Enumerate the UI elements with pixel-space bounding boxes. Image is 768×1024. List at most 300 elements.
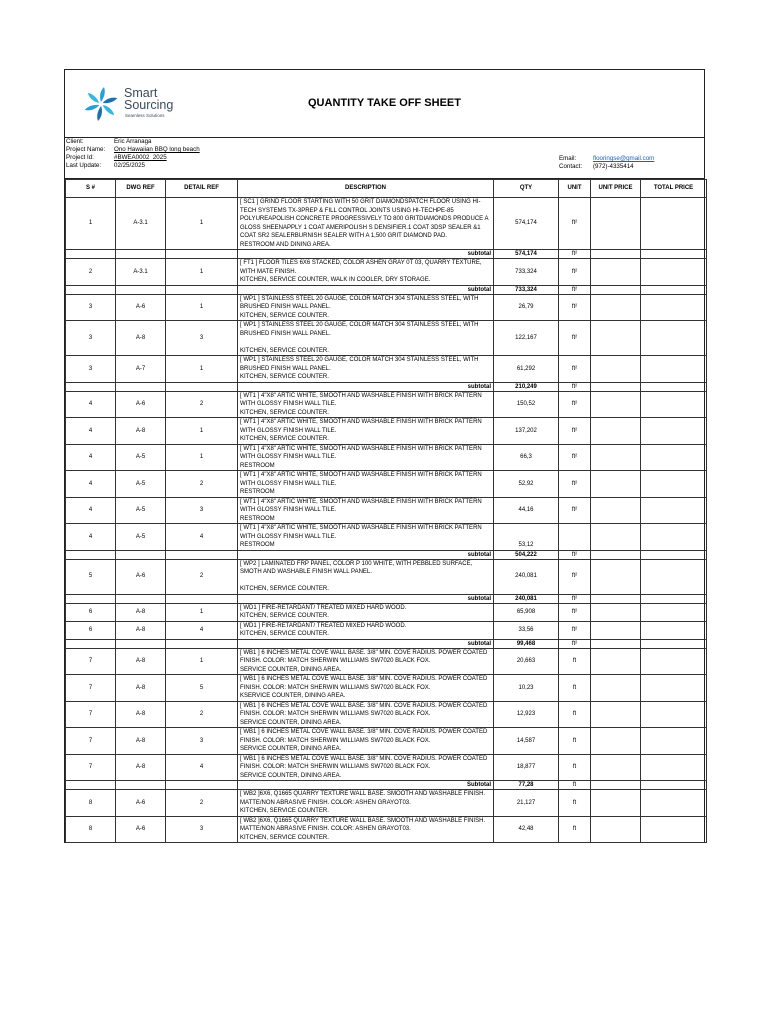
col-header-unit-price: UNIT PRICE xyxy=(591,180,641,198)
description-line: RESTROOM AND DINING AREA. xyxy=(240,241,331,248)
project-name-value: Ono Hawaiian BBQ long beach xyxy=(114,146,200,153)
cell-description xyxy=(238,418,494,445)
subtotal-label: Subtotal xyxy=(238,781,494,790)
cell-dwg-ref: A-8 xyxy=(116,321,166,356)
cell-dwg-ref: A-8 xyxy=(116,648,166,675)
cell-unit-price xyxy=(591,497,641,524)
sheet-header xyxy=(65,70,704,138)
cell-dwg-ref: A-5 xyxy=(116,524,166,551)
cell-unit: ft² xyxy=(559,356,591,383)
cell-description xyxy=(238,603,494,621)
cell-s-number: 3 xyxy=(66,356,116,383)
cell-unit-price xyxy=(591,816,641,843)
cell-detail-ref: 4 xyxy=(166,621,238,639)
subtotal-label: subtotal xyxy=(238,639,494,648)
subtotal-qty: 733,324 xyxy=(494,285,559,294)
email-label: Email: xyxy=(559,155,577,162)
cell-dwg-ref: A-6 xyxy=(116,559,166,594)
cell-dwg-ref: A-8 xyxy=(116,728,166,755)
cell-s-number: 7 xyxy=(66,754,116,781)
cell-unit-price xyxy=(591,781,641,790)
cell-total-price xyxy=(641,418,707,445)
cell-description xyxy=(238,471,494,498)
cell-detail-ref: 5 xyxy=(166,675,238,702)
table-row xyxy=(66,497,707,524)
subtotal-label: subtotal xyxy=(238,594,494,603)
col-header-s: S # xyxy=(66,180,116,198)
cell-dwg-ref: A-8 xyxy=(116,603,166,621)
description-line: [ WB2 ]6X6, Q1665 QUARRY TEXTURE WALL BASE. SMOOTH AND WASHABLE FINISH. xyxy=(240,817,486,824)
cell-total-price xyxy=(641,754,707,781)
description-line: GLOSS SHEENAPPLY 1 COAT AMERIPOLISH S DENSIFIER.1 COAT 3DSP SEALER &1 xyxy=(240,224,481,231)
cell-description xyxy=(238,648,494,675)
cell-total-price xyxy=(641,382,707,391)
cell-qty: 42,48 xyxy=(494,816,559,843)
table-row xyxy=(66,321,707,356)
cell-detail-ref: 2 xyxy=(166,701,238,728)
cell-unit-price xyxy=(591,418,641,445)
cell-detail-ref: 1 xyxy=(166,648,238,675)
cell-unit: ft xyxy=(559,728,591,755)
subtotal-row xyxy=(66,781,707,790)
quantity-takeoff-sheet xyxy=(64,69,705,843)
cell-unit-price xyxy=(591,250,641,259)
table-row xyxy=(66,559,707,594)
description-line: [ WB1 ] 6 INCHES METAL COVE WALL BASE. 3/8" MIN. COVE RADIUS. POWER COATED xyxy=(240,649,488,656)
cell-unit: ft² xyxy=(559,471,591,498)
description-line: KITCHEN, SERVICE COUNTER. xyxy=(240,808,329,814)
table-row xyxy=(66,524,707,551)
cell-detail-ref: 1 xyxy=(166,294,238,321)
cell-description xyxy=(238,391,494,418)
table-row xyxy=(66,816,707,843)
cell-detail-ref: 1 xyxy=(166,198,238,250)
cell-unit-price xyxy=(591,524,641,551)
cell-qty: 10,23 xyxy=(494,675,559,702)
cell-unit-price xyxy=(591,639,641,648)
cell-dwg-ref xyxy=(116,550,166,559)
description-line: WITH GLOSSY FINISH WALL TILE. xyxy=(240,533,337,540)
cell-qty: 20,663 xyxy=(494,648,559,675)
description-line: MATTE/NON ABRASIVE FINISH. COLOR: ASHEN GRAYOT03. xyxy=(240,826,411,832)
subtotal-row xyxy=(66,594,707,603)
cell-unit: ft xyxy=(559,701,591,728)
subtotal-row xyxy=(66,285,707,294)
client-value: Eric Arranaga xyxy=(114,138,152,145)
cell-dwg-ref: A-8 xyxy=(116,754,166,781)
cell-dwg-ref: A-3.1 xyxy=(116,198,166,250)
subtotal-unit: ft² xyxy=(559,250,591,259)
cell-detail-ref xyxy=(166,250,238,259)
cell-total-price xyxy=(641,444,707,471)
table-row xyxy=(66,621,707,639)
cell-total-price xyxy=(641,550,707,559)
cell-s-number: 4 xyxy=(66,471,116,498)
cell-detail-ref: 1 xyxy=(166,356,238,383)
cell-qty: 66,3 xyxy=(494,444,559,471)
cell-description xyxy=(238,675,494,702)
cell-description xyxy=(238,444,494,471)
cell-detail-ref: 4 xyxy=(166,754,238,781)
cell-detail-ref: 3 xyxy=(166,728,238,755)
cell-s-number: 4 xyxy=(66,391,116,418)
description-line: [ SC1 ] GRIND FLOOR STARTING WITH 50 GRIT DIAMONDSPATCH FLOOR USING HI- xyxy=(240,199,481,205)
cell-s-number: 6 xyxy=(66,603,116,621)
cell-s-number xyxy=(66,594,116,603)
cell-total-price xyxy=(641,594,707,603)
cell-s-number: 8 xyxy=(66,816,116,843)
description-line: [ WB1 ] 6 INCHES METAL COVE WALL BASE. 3/8" MIN. COVE RADIUS. POWER COATED xyxy=(240,755,488,762)
description-line: KITCHEN, SERVICE COUNTER. xyxy=(240,586,329,592)
cell-dwg-ref: A-6 xyxy=(116,391,166,418)
description-line: [ WB2 ]6X6, Q1665 QUARRY TEXTURE WALL BASE. SMOOTH AND WASHABLE FINISH. xyxy=(240,791,486,797)
description-line: [ WD1 ] FIRE-RETARDANT/ TREATED MIXED HARD WOOD. xyxy=(240,604,407,611)
subtotal-qty: 77,28 xyxy=(494,781,559,790)
cell-unit: ft² xyxy=(559,391,591,418)
cell-dwg-ref: A-6 xyxy=(116,790,166,817)
cell-dwg-ref: A-6 xyxy=(116,294,166,321)
description-line: WITH GLOSSY FINISH WALL TILE. xyxy=(240,401,337,407)
cell-unit-price xyxy=(591,594,641,603)
subtotal-unit: ft xyxy=(559,781,591,790)
description-line: WITH GLOSSY FINISH WALL TILE. xyxy=(240,454,337,460)
cell-dwg-ref: A-5 xyxy=(116,497,166,524)
cell-total-price xyxy=(641,781,707,790)
cell-unit: ft² xyxy=(559,621,591,639)
table-row xyxy=(66,259,707,286)
cell-total-price xyxy=(641,497,707,524)
contact-label: Contact: xyxy=(559,163,583,170)
subtotal-qty: 99,468 xyxy=(494,639,559,648)
cell-dwg-ref xyxy=(116,594,166,603)
cell-qty: 240,081 xyxy=(494,559,559,594)
table-row xyxy=(66,444,707,471)
subtotal-label: subtotal xyxy=(238,382,494,391)
cell-description xyxy=(238,701,494,728)
subtotal-qty: 210,249 xyxy=(494,382,559,391)
table-row xyxy=(66,790,707,817)
description-line: BRUSHED FINISH WALL PANEL. xyxy=(240,304,331,310)
subtotal-unit: ft² xyxy=(559,550,591,559)
cell-description xyxy=(238,816,494,843)
email-link[interactable]: flooringse@gmail.com xyxy=(593,155,655,162)
subtotal-row xyxy=(66,382,707,391)
cell-s-number: 3 xyxy=(66,294,116,321)
cell-s-number: 1 xyxy=(66,198,116,250)
cell-dwg-ref: A-8 xyxy=(116,621,166,639)
description-line: KITCHEN, SERVICE COUNTER. xyxy=(240,631,329,637)
description-line: FINISH. COLOR: MATCH SHERWIN WILLIAMS SW7020 BLACK FOX. xyxy=(240,658,431,664)
description-line: [ WP1 ] STAINLESS STEEL 20 GAUGE, COLOR MATCH 304 STAINLESS STEEL, WITH xyxy=(240,295,479,302)
cell-unit-price xyxy=(591,321,641,356)
cell-qty: 44,16 xyxy=(494,497,559,524)
description-line: FINISH. COLOR: MATCH SHERWIN WILLIAMS SW7020 BLACK FOX. xyxy=(240,684,431,691)
cell-unit-price xyxy=(591,790,641,817)
cell-unit: ft xyxy=(559,648,591,675)
cell-unit: ft² xyxy=(559,294,591,321)
cell-dwg-ref: A-6 xyxy=(116,816,166,843)
cell-unit-price xyxy=(591,550,641,559)
table-row xyxy=(66,294,707,321)
cell-unit-price xyxy=(591,444,641,471)
cell-detail-ref: 1 xyxy=(166,418,238,445)
cell-unit-price xyxy=(591,294,641,321)
cell-qty: 26,79 xyxy=(494,294,559,321)
subtotal-row xyxy=(66,639,707,648)
cell-unit: ft xyxy=(559,754,591,781)
description-line: KITCHEN, SERVICE COUNTER. xyxy=(240,436,329,442)
col-header-qty: QTY xyxy=(494,180,559,198)
cell-dwg-ref: A-3.1 xyxy=(116,259,166,286)
description-line: [ WT1 ] 4"X8" ARTIC WHITE, SMOOTH AND WASHABLE FINISH WITH BRICK PATTERN xyxy=(240,445,482,452)
subtotal-qty: 504,222 xyxy=(494,550,559,559)
cell-unit: ft xyxy=(559,790,591,817)
description-line: KITCHEN, SERVICE COUNTER. xyxy=(240,613,329,619)
cell-s-number: 4 xyxy=(66,444,116,471)
cell-s-number: 7 xyxy=(66,728,116,755)
cell-qty: 150,52 xyxy=(494,391,559,418)
cell-detail-ref: 1 xyxy=(166,259,238,286)
cell-total-price xyxy=(641,198,707,250)
description-line: KITCHEN, SERVICE COUNTER. xyxy=(240,347,329,354)
description-line: FINISH. COLOR: MATCH SHERWIN WILLIAMS SW7020 BLACK FOX. xyxy=(240,737,431,744)
description-line: SERVICE COUNTER, DINING AREA. xyxy=(240,772,342,779)
cell-unit: ft² xyxy=(559,198,591,250)
cell-total-price xyxy=(641,675,707,702)
table-row xyxy=(66,356,707,383)
description-line: [ WD1 ] FIRE-RETARDANT/ TREATED MIXED HARD WOOD. xyxy=(240,622,407,629)
cell-qty: 65,908 xyxy=(494,603,559,621)
logo-text-line2: Sourcing xyxy=(124,98,174,112)
cell-unit: ft² xyxy=(559,418,591,445)
description-line: WITH GLOSSY FINISH WALL TILE. xyxy=(240,507,337,513)
cell-total-price xyxy=(641,391,707,418)
cell-unit-price xyxy=(591,285,641,294)
description-line: [ WP2 ] LAMINATED FRP PANEL, COLOR P 100 WHITE, WITH PEBBLED SURFACE, xyxy=(240,560,473,567)
cell-unit: ft² xyxy=(559,559,591,594)
cell-qty: 574,174 xyxy=(494,198,559,250)
cell-total-price xyxy=(641,471,707,498)
subtotal-unit: ft² xyxy=(559,285,591,294)
table-row xyxy=(66,728,707,755)
description-line xyxy=(240,577,492,586)
table-row xyxy=(66,648,707,675)
description-line: [ WB1 ] 6 INCHES METAL COVE WALL BASE. 3/8" MIN. COVE RADIUS. POWER COATED xyxy=(240,676,488,682)
cell-unit-price xyxy=(591,648,641,675)
cell-total-price xyxy=(641,701,707,728)
table-body xyxy=(66,198,707,843)
description-line: SERVICE COUNTER, DINING AREA. xyxy=(240,719,342,726)
table-row xyxy=(66,391,707,418)
description-line: [ WP1 ] STAINLESS STEEL 20 GAUGE, COLOR MATCH 304 STAINLESS STEEL, WITH xyxy=(240,357,479,363)
cell-unit-price xyxy=(591,754,641,781)
cell-s-number: 5 xyxy=(66,559,116,594)
col-header-total-price: TOTAL PRICE xyxy=(641,180,707,198)
description-line: [ WT1 ] 4"X8" ARTIC WHITE, SMOOTH AND WASHABLE FINISH WITH BRICK PATTERN xyxy=(240,525,482,531)
cell-total-price xyxy=(641,259,707,286)
logo-text-line1: Smart xyxy=(124,86,158,100)
description-line: KITCHEN, SERVICE COUNTER. xyxy=(240,834,329,841)
description-line: [ WP1 ] STAINLESS STEEL 20 GAUGE, COLOR MATCH 304 STAINLESS STEEL, WITH xyxy=(240,322,479,328)
cell-detail-ref: 2 xyxy=(166,559,238,594)
description-line: BRUSHED FINISH WALL PANEL. xyxy=(240,365,331,372)
description-line: COAT SR2 SEALERBURNISH SEALER WITH A 1,500 GRIT DIAMOND PAD. xyxy=(240,233,447,239)
cell-unit-price xyxy=(591,382,641,391)
cell-dwg-ref: A-5 xyxy=(116,444,166,471)
cell-detail-ref: 3 xyxy=(166,497,238,524)
takeoff-table xyxy=(65,179,707,843)
logo-tagline: Seamless Solutions xyxy=(125,113,165,118)
cell-detail-ref: 1 xyxy=(166,603,238,621)
cell-qty: 53,12 xyxy=(494,524,559,551)
cell-description xyxy=(238,559,494,594)
cell-qty: 137,202 xyxy=(494,418,559,445)
project-name-label: Project Name: xyxy=(66,146,106,153)
cell-total-price xyxy=(641,603,707,621)
table-row xyxy=(66,754,707,781)
cell-unit xyxy=(559,524,591,551)
cell-unit-price xyxy=(591,198,641,250)
subtotal-unit: ft² xyxy=(559,382,591,391)
description-line xyxy=(240,338,492,347)
table-header-row xyxy=(66,180,707,198)
table-row xyxy=(66,603,707,621)
description-line: KSERVICE COUNTER, DINING AREA. xyxy=(240,693,346,699)
contact-value: (972)-4335414 xyxy=(593,163,634,170)
cell-s-number xyxy=(66,382,116,391)
description-line: RESTROOM xyxy=(240,489,275,495)
table-row xyxy=(66,701,707,728)
description-line: KITCHEN, SERVICE COUNTER. xyxy=(240,312,329,319)
cell-unit: ft² xyxy=(559,444,591,471)
cell-s-number: 7 xyxy=(66,648,116,675)
cell-detail-ref xyxy=(166,285,238,294)
subtotal-qty: 574,174 xyxy=(494,250,559,259)
cell-dwg-ref: A-8 xyxy=(116,701,166,728)
cell-detail-ref: 1 xyxy=(166,444,238,471)
cell-unit-price xyxy=(591,621,641,639)
cell-unit-price xyxy=(591,356,641,383)
cell-s-number: 2 xyxy=(66,259,116,286)
cell-unit-price xyxy=(591,559,641,594)
cell-detail-ref xyxy=(166,382,238,391)
subtotal-label: subtotal xyxy=(238,550,494,559)
col-header-unit: UNIT xyxy=(559,180,591,198)
project-id-value: #BWEA0002_2025 xyxy=(114,154,167,161)
cell-s-number xyxy=(66,639,116,648)
cell-dwg-ref: A-8 xyxy=(116,418,166,445)
cell-detail-ref xyxy=(166,594,238,603)
cell-description xyxy=(238,728,494,755)
cell-total-price xyxy=(641,728,707,755)
description-line: BRUSHED FINISH WALL PANEL. xyxy=(240,330,331,337)
cell-description xyxy=(238,259,494,286)
description-line: WITH MATE FINISH. xyxy=(240,268,297,275)
last-update-value: 02/25/2025 xyxy=(114,162,145,169)
last-update-label: Last Update: xyxy=(66,162,102,169)
description-line: KITCHEN, SERVICE COUNTER. xyxy=(240,409,329,416)
description-line: WITH GLOSSY FINISH WALL TILE. xyxy=(240,427,337,434)
description-line: [ WT1 ] 4"X8" ARTIC WHITE, SMOOTH AND WASHABLE FINISH WITH BRICK PATTERN xyxy=(240,498,482,505)
description-line: RESTROOM xyxy=(240,542,275,548)
cell-detail-ref xyxy=(166,781,238,790)
cell-s-number: 6 xyxy=(66,621,116,639)
cell-unit: ft² xyxy=(559,321,591,356)
cell-total-price xyxy=(641,621,707,639)
cell-qty: 61,292 xyxy=(494,356,559,383)
cell-s-number xyxy=(66,781,116,790)
cell-dwg-ref: A-7 xyxy=(116,356,166,383)
cell-s-number: 3 xyxy=(66,321,116,356)
cell-total-price xyxy=(641,356,707,383)
sheet-title: QUANTITY TAKE OFF SHEET xyxy=(308,97,461,109)
cell-detail-ref xyxy=(166,639,238,648)
description-line: RESTROOM xyxy=(240,462,275,469)
cell-unit: ft xyxy=(559,675,591,702)
cell-total-price xyxy=(641,559,707,594)
cell-qty: 14,587 xyxy=(494,728,559,755)
subtotal-row xyxy=(66,550,707,559)
cell-dwg-ref xyxy=(116,285,166,294)
client-label: Client: xyxy=(66,138,84,145)
cell-dwg-ref xyxy=(116,250,166,259)
cell-qty: 733,324 xyxy=(494,259,559,286)
cell-description xyxy=(238,524,494,551)
subtotal-row xyxy=(66,250,707,259)
cell-description xyxy=(238,321,494,356)
cell-total-price xyxy=(641,524,707,551)
cell-description xyxy=(238,621,494,639)
cell-detail-ref: 3 xyxy=(166,816,238,843)
cell-s-number xyxy=(66,285,116,294)
subtotal-label: subtotal xyxy=(238,250,494,259)
description-line: [ WT1 ] 4"X8" ARTIC WHITE, SMOOTH AND WASHABLE FINISH WITH BRICK PATTERN xyxy=(240,392,482,399)
cell-unit: ft² xyxy=(559,603,591,621)
description-line: RESTROOM xyxy=(240,515,275,522)
table-row xyxy=(66,198,707,250)
cell-total-price xyxy=(641,648,707,675)
cell-description xyxy=(238,497,494,524)
cell-total-price xyxy=(641,639,707,648)
description-line: FINISH. COLOR: MATCH SHERWIN WILLIAMS SW7020 BLACK FOX. xyxy=(240,764,431,770)
subtotal-qty: 240,081 xyxy=(494,594,559,603)
cell-s-number: 4 xyxy=(66,524,116,551)
cell-detail-ref xyxy=(166,550,238,559)
table-row xyxy=(66,675,707,702)
cell-dwg-ref: A-5 xyxy=(116,471,166,498)
description-line: WITH GLOSSY FINISH WALL TILE. xyxy=(240,480,337,487)
cell-detail-ref: 3 xyxy=(166,321,238,356)
cell-total-price xyxy=(641,816,707,843)
description-line: KITCHEN, SERVICE COUNTER. xyxy=(240,374,329,380)
table-row xyxy=(66,418,707,445)
cell-unit-price xyxy=(591,471,641,498)
project-info xyxy=(65,138,704,179)
cell-qty: 12,923 xyxy=(494,701,559,728)
cell-unit: ft² xyxy=(559,497,591,524)
description-line: [ WB1 ] 6 INCHES METAL COVE WALL BASE. 3/8" MIN. COVE RADIUS. POWER COATED xyxy=(240,729,488,735)
description-line: POLYUREAPOLISH CONCRETE PROGRESSIVELY TO 800 GRITDIAMONDS PRODUCE A xyxy=(240,216,489,222)
description-line: SERVICE COUNTER, DINING AREA. xyxy=(240,666,342,673)
col-header-dwg-ref: DWG REF xyxy=(116,180,166,198)
cell-dwg-ref xyxy=(116,382,166,391)
cell-unit: ft xyxy=(559,816,591,843)
cell-s-number xyxy=(66,550,116,559)
description-line: MATTE/NON ABRASIVE FINISH. COLOR: ASHEN GRAYOT03. xyxy=(240,799,411,806)
cell-dwg-ref xyxy=(116,781,166,790)
subtotal-unit: ft² xyxy=(559,594,591,603)
cell-total-price xyxy=(641,321,707,356)
